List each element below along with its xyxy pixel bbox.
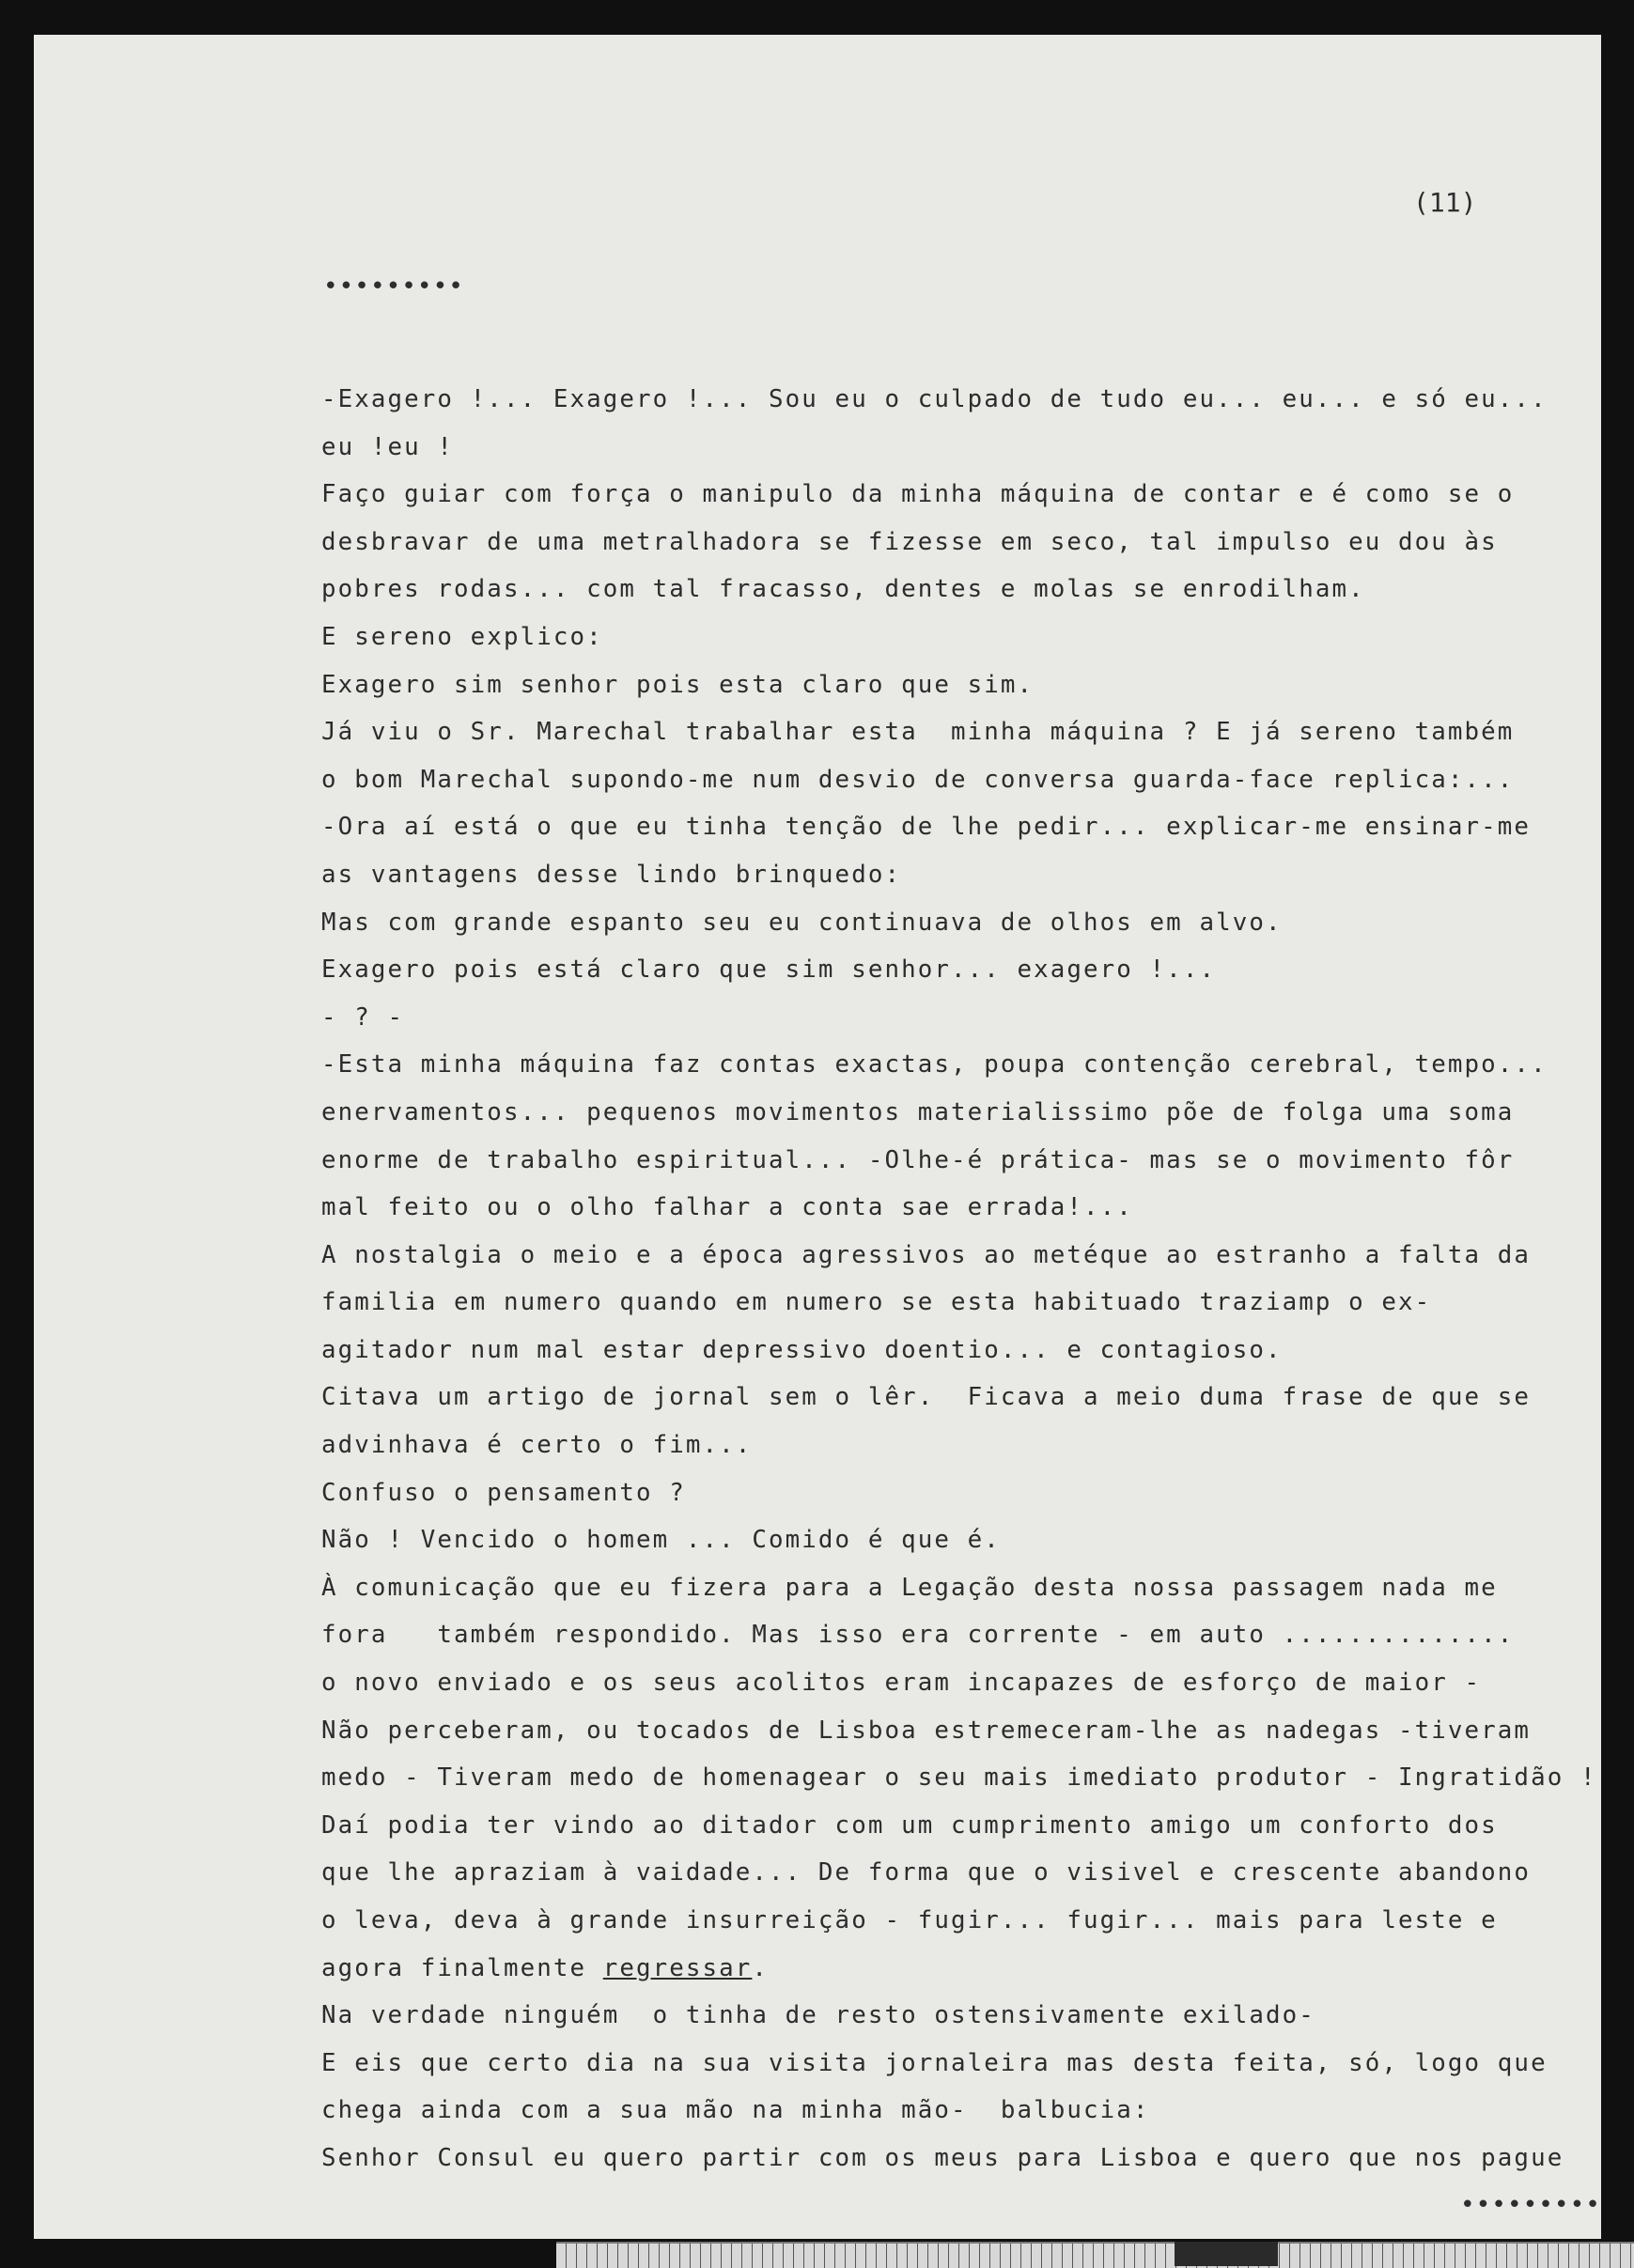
text-line: Faço guiar com força o manipulo da minha máquina de contar e é como se o	[321, 480, 1515, 509]
text-line: pobres rodas... com tal fracasso, dentes e molas se enrodilham.	[321, 575, 1365, 604]
text-line: fora também respondido. Mas isso era corrente - em auto ..............	[321, 1621, 1515, 1650]
page-number: (11)	[1413, 187, 1477, 218]
text-line: chega ainda com a sua mão na minha mão- balbucia:	[321, 2096, 1150, 2125]
text-line: o novo enviado e os seus acolitos eram incapazes de esforço de maior -	[321, 1669, 1482, 1698]
text-line: E eis que certo dia na sua visita jornaleira mas desta feita, só, logo que	[321, 2048, 1548, 2077]
text-line: agitador num mal estar depressivo doentio... e contagioso.	[321, 1335, 1283, 1364]
text-line: Senhor Consul eu quero partir com os meus para Lisboa e quero que nos pague	[321, 2143, 1564, 2172]
text-line: -Esta minha máquina faz contas exactas, poupa contenção cerebral, tempo...	[321, 1050, 1548, 1080]
ellipsis-dots-top: •••••••••	[323, 272, 464, 301]
text-line: mal feito ou o olho falhar a conta sae errada!...	[321, 1193, 1133, 1222]
text-line: familia em numero quando em numero se esta habituado traziamp o ex-	[321, 1288, 1432, 1317]
text-line-with-underline	[321, 1945, 1599, 1993]
ellipsis-dots-bottom: •••••••••	[1460, 2191, 1601, 2219]
text-line: eu !eu !	[321, 432, 455, 461]
text-line: A nostalgia o meio e a época agressivos ao metéque ao estranho a falta da	[321, 1240, 1532, 1269]
text-line: enorme de trabalho espiritual... -Olhe-é prática- mas se o movimento fôr	[321, 1145, 1515, 1174]
text-line: Confuso o pensamento ?	[321, 1478, 686, 1507]
text-line: medo - Tiveram medo de homenagear o seu mais imediato produtor - Ingratidão !	[321, 1763, 1597, 1793]
text-line: Mas com grande espanto seu eu continuava de olhos em alvo.	[321, 908, 1283, 937]
text-line: Não perceberam, ou tocados de Lisboa estremeceram-lhe as nadegas -tiveram	[321, 1716, 1532, 1745]
text-line: Não ! Vencido o homem ... Comido é que é.	[321, 1526, 1001, 1555]
text-line: enervamentos... pequenos movimentos materialissimo põe de folga uma soma	[321, 1097, 1515, 1126]
scale-ruler-dark-segment	[1175, 2242, 1278, 2266]
text-line: - ? -	[321, 1002, 405, 1032]
text-line: Exagero sim senhor pois esta claro que sim.	[321, 670, 1035, 699]
text-line: o leva, deva à grande insurreição - fugir... fugir... mais para leste e	[321, 1906, 1498, 1934]
text-line: Daí podia ter vindo ao ditador com um cumprimento amigo um conforto dos	[321, 1810, 1498, 1840]
text-line: que lhe apraziam à vaidade... De forma que o visivel e crescente abandono	[321, 1858, 1532, 1887]
text-segment: .	[752, 1953, 770, 1982]
text-line: -Ora aí está o que eu tinha tenção de lhe pedir... explicar-me ensinar-me	[321, 813, 1532, 842]
text-line: desbravar de uma metralhadora se fizesse em seco, tal impulso eu dou às	[321, 527, 1498, 556]
text-segment: agora finalmente	[321, 1953, 603, 1982]
text-line: as vantagens desse lindo brinquedo:	[321, 860, 902, 889]
text-line: o bom Marechal supondo-me num desvio de conversa guarda-face replica:...	[321, 765, 1515, 794]
text-line: -Exagero !... Exagero !... Sou eu o culpado de tudo eu... eu... e só eu...	[321, 385, 1548, 413]
typewritten-body	[321, 376, 1599, 2183]
document-page	[34, 35, 1601, 2239]
text-line: advinhava é certo o fim...	[321, 1431, 753, 1460]
underlined-word: regressar	[602, 1953, 753, 1982]
text-line: Já viu o Sr. Marechal trabalhar esta minha máquina ? E já sereno também	[321, 718, 1515, 747]
text-line: À comunicação que eu fizera para a Legação desta nossa passagem nada me	[321, 1573, 1498, 1602]
scale-ruler	[556, 2242, 1634, 2268]
text-line: Na verdade ninguém o tinha de resto ostensivamente exilado-	[321, 2001, 1315, 2030]
text-line: E sereno explico:	[321, 622, 603, 651]
text-line: Exagero pois está claro que sim senhor... exagero !...	[321, 955, 1217, 985]
text-line: Citava um artigo de jornal sem o lêr. Ficava a meio duma frase de que se	[321, 1383, 1532, 1412]
